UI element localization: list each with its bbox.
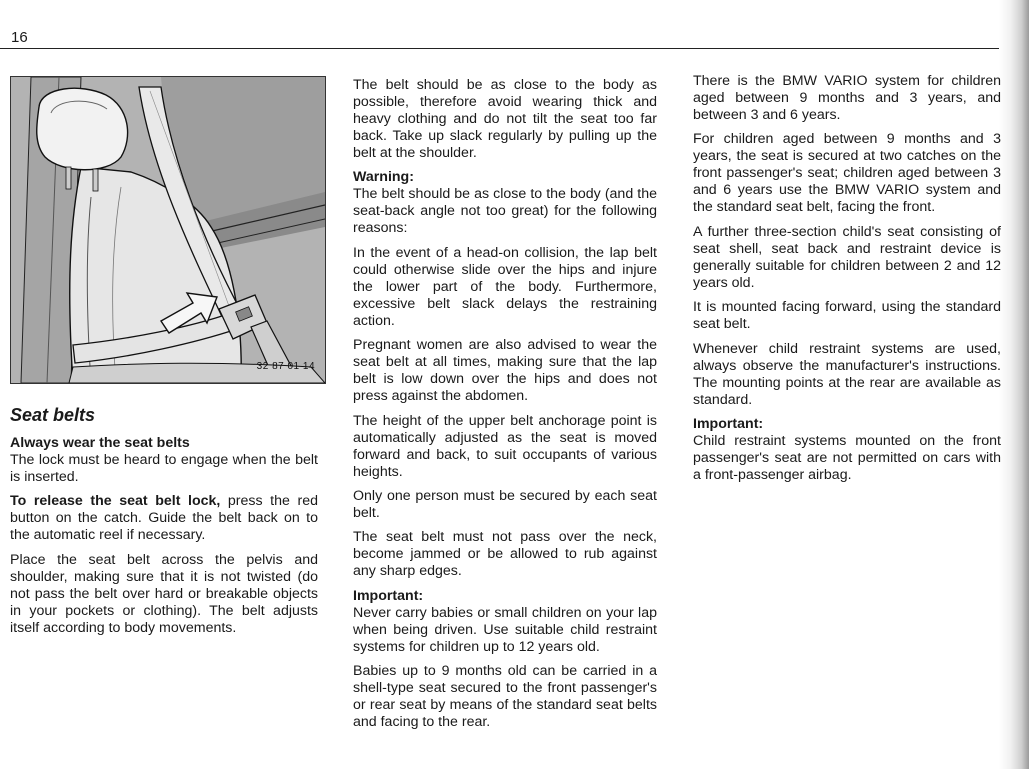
subhead-warning: Warning: [353,169,414,186]
text-release: press the red button on the catch. Guide the belt back on to the automatic reel if necessary. [10,493,318,544]
text-important-right: Child restraint systems mounted on the front passenger's seat are not permitted on cars with a front-passenger airbag. [693,432,1001,483]
paragraph-warning [353,169,657,237]
paragraph-anchorage: The height of the upper belt anchorage point is automatically adjusted as the seat is moved forward and back, to suit occupants of various heights. [353,412,657,480]
paragraph-three-section: A further three-section child's seat consisting of seat shell, seat back and restraint device is generally suitable for children between 2 and 12 years old. [693,223,1001,291]
page-number: 16 [11,29,28,46]
paragraph-vario: There is the BMW VARIO system for children aged between 9 months and 3 years, and between 3 and 6 years. [693,73,1001,123]
page-edge-shadow [999,0,1029,769]
seat-belt-drawing [11,77,325,383]
paragraph-mounted-forward: It is mounted facing forward, using the standard seat belt. [693,299,1001,333]
section-title: Seat belts [10,405,96,425]
paragraph-important-babies [353,588,657,656]
paragraph-shell-seat: Babies up to 9 months old can be carried in a shell-type seat secured to the front passenger's or rear seat by means of the standard seat belts and facing to the rear. [353,663,657,731]
paragraph-vario-ages: For children aged between 9 months and 3 years, the seat is secured at two catches on the front passenger's seat; children aged between 3 and 6 years use the BMW VARIO system and the standard seat belt, facing the front. [693,131,1001,216]
middle-column [353,77,657,739]
text-warning: The belt should be as close to the body (and the seat-back angle not too great) for the following reasons: [353,186,657,237]
text-important-middle: Never carry babies or small children on your lap when being driven. Use suitable child restraint systems for children up to 12 years old. [353,604,657,655]
header-rule [0,48,1000,49]
paragraph-pregnant: Pregnant women are also advised to wear the seat belt at all times, making sure that the lap belt is low down over the hips and does not press against the abdomen. [353,337,657,405]
paragraph-collision: In the event of a head-on collision, the lap belt could otherwise slide over the hips and injure the lower part of the body. Furthermore, excessive belt slack delays the restraining action. [353,244,657,329]
paragraph-close-to-body: The belt should be as close to the body as possible, therefore avoid wearing thick and heavy clothing and do not tilt the seat too far back. Take up slack regularly by pulling up the belt at the shoulder. [353,77,657,161]
paragraph-manufacturer: Whenever child restraint systems are used, always observe the manufacturer's instructions. The mounting points at the rear are available as standard. [693,340,1001,408]
left-column [10,404,318,644]
paragraph-one-person: Only one person must be secured by each seat belt. [353,487,657,521]
seat-belt-illustration [10,76,326,384]
text-lock-engage: The lock must be heard to engage when the belt is inserted. [10,452,318,485]
subhead-important-right: Important: [693,415,764,432]
figure-code: 32 87 01 14 [256,361,315,372]
lead-release: To release the seat belt lock, [10,493,221,510]
paragraph-neck: The seat belt must not pass over the neck, become jammed or be allowed to rub against any sharp edges. [353,529,657,580]
right-column [693,73,1001,491]
subhead-important-middle: Important: [353,587,424,604]
subhead-always-wear: Always wear the seat belts [10,435,190,451]
paragraph-place-belt: Place the seat belt across the pelvis and shoulder, making sure that it is not twisted (do not pass the belt over hard or breakable objects in your pockets or clothing). The belt adjusts itself according to body movements. [10,551,318,636]
paragraph-important-airbag [693,416,1001,484]
paragraph-always-wear [10,435,318,486]
paragraph-release [10,493,318,544]
